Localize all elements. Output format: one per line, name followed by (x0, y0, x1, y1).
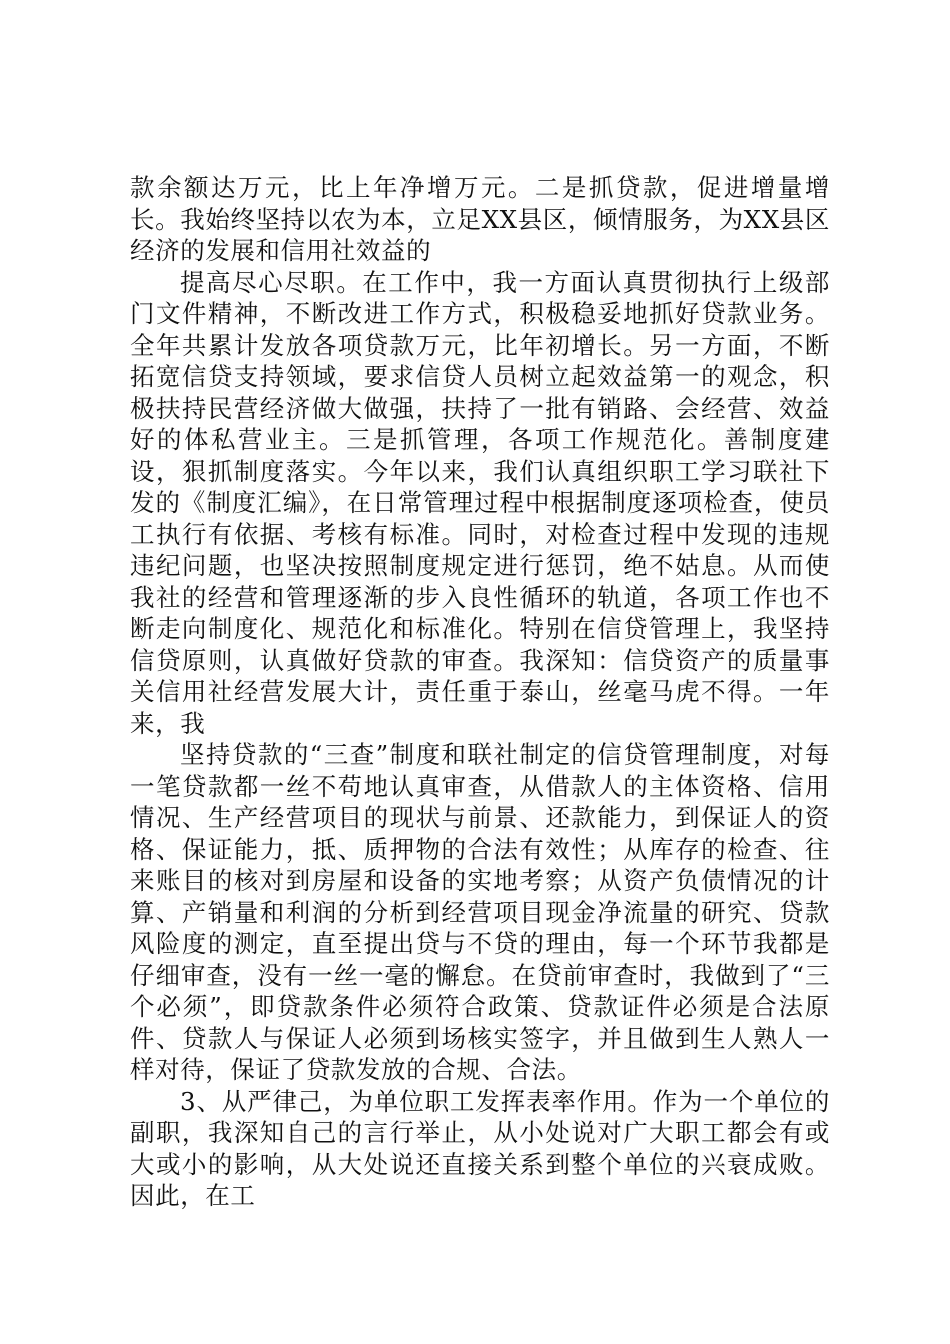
paragraph-1: 款余额达万元，比上年净增万元。二是抓贷款，促进增量增长。我始终坚持以农为本，立足XX县区，倾情服务，为XX县区经济的发展和信用社效益的 (130, 173, 830, 265)
paragraph-2: 提高尽心尽职。在工作中，我一方面认真贯彻执行上级部门文件精神，不断改进工作方式，积极稳妥地抓好贷款业务。全年共累计发放各项贷款万元，比年初增长。另一方面，不断拓宽信贷支持领域，要求信贷人员树立起效益第一的观念，积极扶持民营经济做大做强，扶持了一批有销路、会经营、效益好的体私营业主。三是抓管理，各项工作规范化。善制度建设，狠抓制度落实。今年以来，我们认真组织职工学习联社下发的《制度汇编》，在日常管理过程中根据制度逐项检查，使员工执行有依据、考核有标准。同时，对检查过程中发现的违规违纪问题，也坚决按照制度规定进行惩罚，绝不姑息。从而使我社的经营和管理逐渐的步入良性循环的轨道，各项工作也不断走向制度化、规范化和标准化。特别在信贷管理上，我坚持信贷原则，认真做好贷款的审查。我深知：信贷资产的质量事关信用社经营发展大计，责任重于泰山，丝毫马虎不得。一年来，我 (130, 267, 830, 738)
document-body (130, 172, 830, 1212)
paragraph-4: 3、从严律己，为单位职工发挥表率作用。作为一个单位的副职，我深知自己的言行举止，从小处说对广大职工都会有或大或小的影响，从大处说还直接关系到整个单位的兴衰成败。因此，在工 (130, 1086, 830, 1210)
paragraph-3: 坚持贷款的“三查”制度和联社制定的信贷管理制度，对每一笔贷款都一丝不苟地认真审查，从借款人的主体资格、信用情况、生产经营项目的现状与前景、还款能力，到保证人的资格、保证能力，抵、质押物的合法有效性；从库存的检查、往来账目的核对到房屋和设备的实地考察；从资产负债情况的计算、产销量和利润的分析到经营项目现金净流量的研究、贷款风险度的测定，直至提出贷与不贷的理由，每一个环节我都是仔细审查，没有一丝一毫的懈怠。在贷前审查时，我做到了“三个必须”，即贷款条件必须符合政策、贷款证件必须是合法原件、贷款人与保证人必须到场核实签字，并且做到生人熟人一样对待，保证了贷款发放的合规、合法。 (130, 740, 830, 1084)
